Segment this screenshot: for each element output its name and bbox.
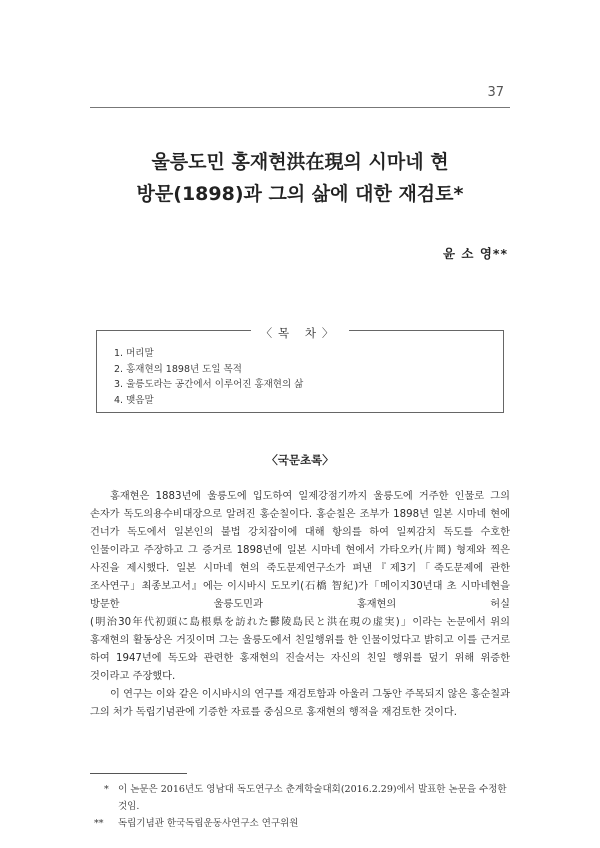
footnotes bbox=[94, 781, 510, 832]
abstract-paragraph: 홍재현은 1883년에 울릉도에 입도하여 일제강점기까지 울릉도에 거주한 인물로 그의 손자가 독도의용수비대장으로 알려진 홍순칠이다. 홍순칠은 조부가 1898년 일본 시마네 현에 건너가 독도에서 일본인의 불법 강치잡이에 대해 항의를 하여 일찌감치 독도를 수호한 인물이라고 주장하고 그 증거로 1898년에 일본 시마네 현에서 가타오카(片岡) 형제와 찍은 사진을 제시했다. 일본 시마네 현의 죽도문제연구소가 펴낸『제3기「죽도문제에 관한 조사연구」최종보고서』에는 이시바시 도모키(石橋 智紀)가「메이지30년대 초 시마네현을 방문한 울릉도민과 홍재현의 허실(明治30年代初頭に島根県を訪れた鬱陵島民と洪在現の虚実)」이라는 논문에서 위의 홍재현의 활동상은 거짓이며 그는 울릉도에서 친일행위를 한 인물이었다고 밝히고 이를 근거로 하여 1947년에 독도와 관련한 홍재현의 진술서는 자신의 친일 행위를 덮기 위해 위증한 것이라고 주장했다. bbox=[90, 491, 510, 682]
toc-item: 1. 머리말 bbox=[114, 348, 154, 359]
footnote bbox=[94, 815, 510, 832]
title-line-2: 방문(1898)과 그의 삶에 대한 재검토* bbox=[136, 183, 464, 205]
header-rule bbox=[90, 107, 510, 108]
paper-title bbox=[0, 146, 600, 210]
footnote-text: 독립기념관 한국독립운동사연구소 연구위원 bbox=[118, 818, 299, 829]
table-of-contents bbox=[96, 326, 504, 413]
footnote-rule bbox=[90, 773, 187, 774]
footnote-text: 이 논문은 2016년도 영남대 독도연구소 춘계학술대회(2016.2.29)에서 발표한 논문을 수정한 것임. bbox=[118, 784, 507, 812]
abstract-paragraph: 이 연구는 이와 같은 이시바시의 연구를 재검토함과 아울러 그동안 주목되지 않은 홍순칠과 그의 처가 독립기념관에 기증한 자료를 중심으로 홍재현의 행적을 재검토한 것이다. bbox=[90, 689, 510, 718]
toc-list bbox=[114, 346, 303, 408]
abstract-heading: 〈국문초록〉 bbox=[266, 453, 334, 467]
toc-item: 2. 홍재현의 1898년 도일 목적 bbox=[114, 363, 242, 375]
title-line-1: 울릉도민 홍재현洪在現의 시마네 현 bbox=[151, 151, 449, 173]
footnote-mark: * bbox=[104, 784, 109, 795]
footnote-mark: ** bbox=[94, 818, 104, 829]
footnote bbox=[94, 781, 510, 815]
page-number: 37 bbox=[487, 85, 504, 100]
toc-title: 〈목 차〉 bbox=[251, 326, 350, 340]
author: 윤 소 영** bbox=[442, 246, 508, 261]
abstract-body bbox=[90, 488, 510, 722]
toc-item: 3. 울릉도라는 공간에서 이루어진 홍재현의 삶 bbox=[114, 379, 304, 390]
toc-item: 4. 맺음말 bbox=[114, 394, 154, 406]
